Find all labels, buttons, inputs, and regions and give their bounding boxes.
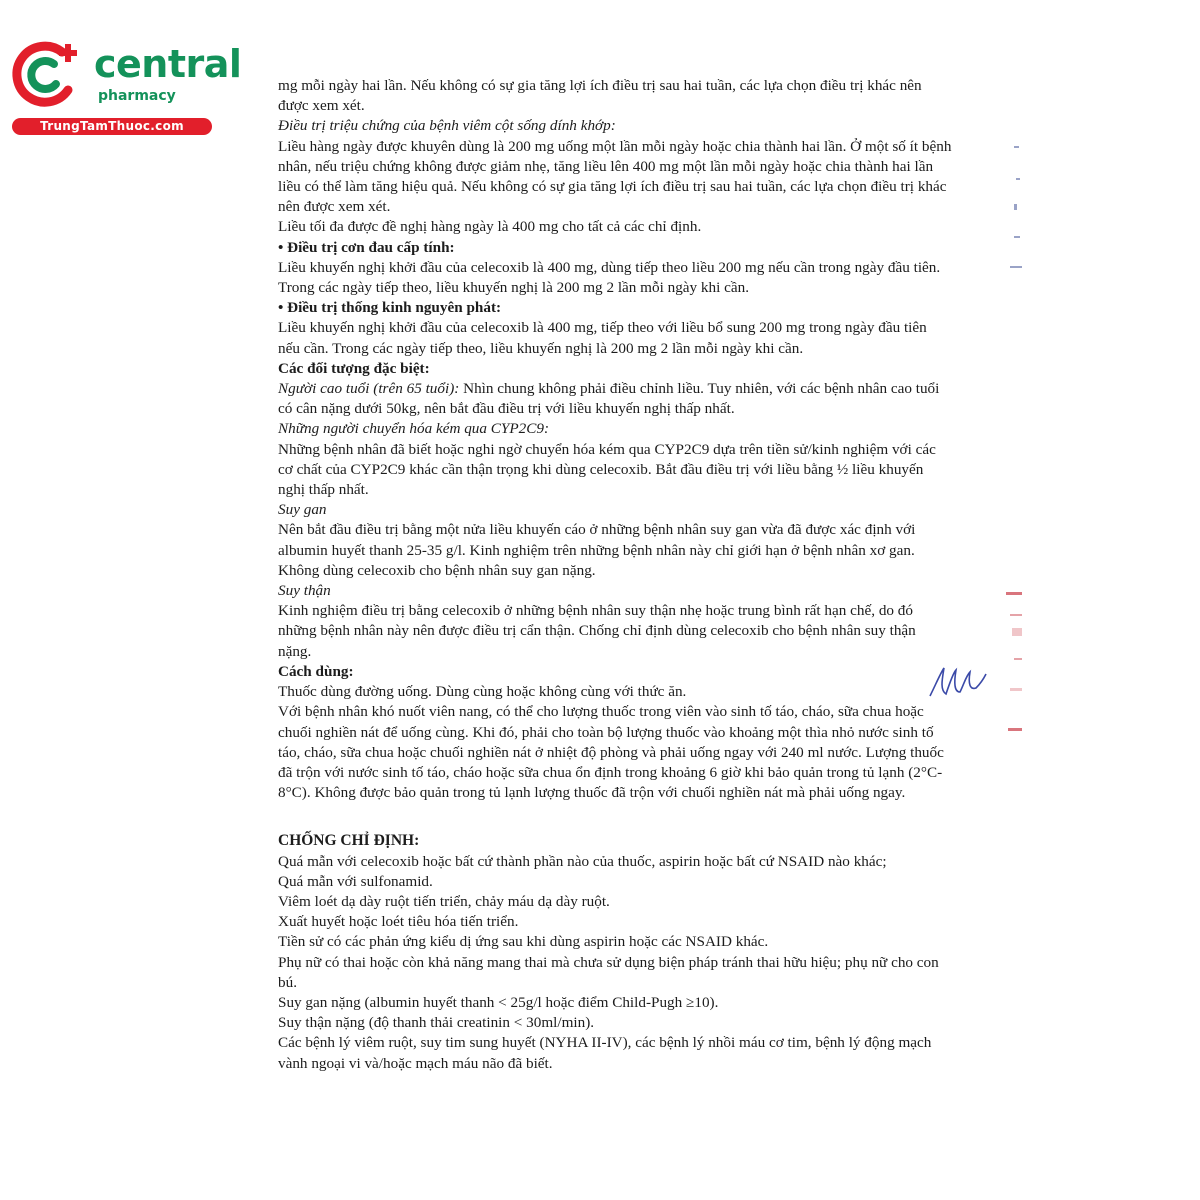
section-heading: Các đối tượng đặc biệt: (278, 359, 430, 377)
contra-item: Quá mẫn với celecoxib hoặc bất cứ thành phần nào của thuốc, aspirin hoặc bất cứ NSAID nào khác; (278, 852, 887, 870)
paragraph (278, 379, 952, 419)
contra-item: Các bệnh lý viêm ruột, suy tim sung huyết (NYHA II-IV), các bệnh lý nhồi máu cơ tim, bệnh lý động mạch vành ngoại vi và/hoặc mạch máu não đã biết. (278, 1034, 932, 1072)
contra-item: Quá mẫn với sulfonamid. (278, 872, 433, 890)
paragraph: Với bệnh nhân khó nuốt viên nang, có thể cho lượng thuốc trong viên vào sinh tố táo, cháo, sữa chua hoặc chuối nghiền nát để uống cùng. Khi đó, phải cho toàn bộ lượng thuốc vào khoảng một thìa nhỏ nước sinh tố táo, cháo, sữa chua hoặc chuối nghiền nát ở nhiệt độ phòng và phải uống ngay với 240 ml nước. Lượng thuốc đã trộn với nước sinh tố táo, cháo hoặc sữa chua ổn định trong khoảng 6 giờ khi bảo quản trong tủ lạnh (2°C-8°C). Không được bảo quản trong tủ lạnh lượng thuốc đã trộn với chuối nghiền nát mà phải uống ngay. (278, 703, 944, 802)
paragraph: mg mỗi ngày hai lần. Nếu không có sự gia tăng lợi ích điều trị sau hai tuần, các lựa chọn điều trị khác nên được xem xét. (278, 77, 922, 115)
logo-site-banner: TrungTamThuoc.com (12, 118, 212, 135)
contra-item: Xuất huyết hoặc loét tiêu hóa tiến triển. (278, 913, 519, 931)
contraindications-heading: CHỐNG CHỈ ĐỊNH: (278, 832, 420, 850)
section-heading: Suy thận (278, 582, 331, 600)
logo-subtitle: pharmacy (98, 88, 176, 104)
paragraph: Nên bắt đầu điều trị bằng một nửa liều khuyến cáo ở những bệnh nhân suy gan vừa đã được xác định với albumin huyết thanh 25-35 g/l. Kinh nghiệm trên những bệnh nhân này chỉ giới hạn ở bệnh nhân xơ gan. Không dùng celecoxib cho bệnh nhân suy gan nặng. (278, 521, 916, 579)
margin-mark (1016, 178, 1020, 180)
section-heading: Những người chuyển hóa kém qua CYP2C9: (278, 420, 550, 438)
contra-item: Suy thận nặng (độ thanh thải creatinin < 30ml/min). (278, 1014, 595, 1032)
contra-item: Tiền sử có các phản ứng kiểu dị ứng sau khi dùng aspirin hoặc các NSAID khác. (278, 933, 769, 951)
stamp-fragment (1004, 588, 1024, 738)
section-heading: Điều trị triệu chứng của bệnh viêm cột sống dính khớp: (278, 117, 616, 135)
paragraph: Những bệnh nhân đã biết hoặc nghi ngờ chuyển hóa kém qua CYP2C9 dựa trên tiền sử/kinh nghiệm với các cơ chất của CYP2C9 khác cần thận trọng khi dùng celecoxib. Bắt đầu điều trị với liều bằng ½ liều khuyến nghị thấp nhất. (278, 440, 936, 499)
section-heading: Cách dùng: (278, 662, 354, 680)
paragraph: Kinh nghiệm điều trị bằng celecoxib ở những bệnh nhân suy thận nhẹ hoặc trung bình rất hạn chế, do đó những bệnh nhân này nên được điều trị cẩn thận. Chống chỉ định dùng celecoxib cho bệnh nhân suy thận nặng. (278, 602, 916, 660)
section-heading: • Điều trị thống kinh nguyên phát: (278, 299, 502, 317)
elderly-label: Người cao tuổi (trên 65 tuổi): (278, 380, 460, 398)
pharmacy-logo-icon (10, 38, 82, 110)
margin-mark (1014, 236, 1020, 238)
section-heading: • Điều trị cơn đau cấp tính: (278, 238, 455, 256)
paragraph: Liều khuyến nghị khởi đầu của celecoxib là 400 mg, dùng tiếp theo liều 200 mg nếu cần trong ngày đầu tiên. Trong các ngày tiếp theo, liều khuyến nghị là 200 mg 2 lần mỗi ngày khi cần. (278, 258, 941, 297)
paragraph: Liều tối đa được đề nghị hàng ngày là 400 mg cho tất cả các chỉ định. (278, 218, 702, 236)
margin-mark (1010, 266, 1022, 268)
logo-brand: central (94, 42, 242, 86)
margin-mark (1014, 146, 1019, 148)
contra-item: Suy gan nặng (albumin huyết thanh < 25g/l hoặc điểm Child-Pugh ≥10). (278, 993, 719, 1011)
margin-mark (1014, 204, 1017, 210)
elderly-text: Nhìn chung không phải điều chỉnh liều. Tuy nhiên, với các bệnh nhân cao tuổi có cân nặng dưới 50kg, nên bắt đầu điều trị với liều khuyến nghị thấp nhất. (278, 380, 940, 418)
paragraph: Liều hàng ngày được khuyên dùng là 200 mg uống một lần mỗi ngày hoặc chia thành hai lần. Ở một số ít bệnh nhân, nếu triệu chứng không được giảm nhẹ, tăng liều lên 400 mg một lần mỗi ngày hoặc chia thành hai lần liều có thể làm tăng hiệu quả. Nếu không có sự gia tăng lợi ích điều trị sau hai tuần, các lựa chọn điều trị khác nên được xem xét. (278, 137, 952, 216)
contra-item: Phụ nữ có thai hoặc còn khả năng mang thai mà chưa sử dụng biện pháp tránh thai hữu hiệu; phụ nữ cho con bú. (278, 953, 939, 991)
central-pharmacy-logo (10, 36, 242, 136)
paragraph: Liều khuyến nghị khởi đầu của celecoxib là 400 mg, tiếp theo với liều bổ sung 200 mg trong ngày đầu tiên nếu cần. Trong các ngày tiếp theo, liều khuyến nghị là 200 mg 2 lần mỗi ngày khi cần. (278, 319, 927, 357)
document-body (278, 76, 952, 1074)
section-heading: Suy gan (278, 501, 327, 519)
contra-item: Viêm loét dạ dày ruột tiến triển, chảy máu dạ dày ruột. (278, 892, 610, 910)
paragraph: Thuốc dùng đường uống. Dùng cùng hoặc không cùng với thức ăn. (278, 683, 687, 701)
